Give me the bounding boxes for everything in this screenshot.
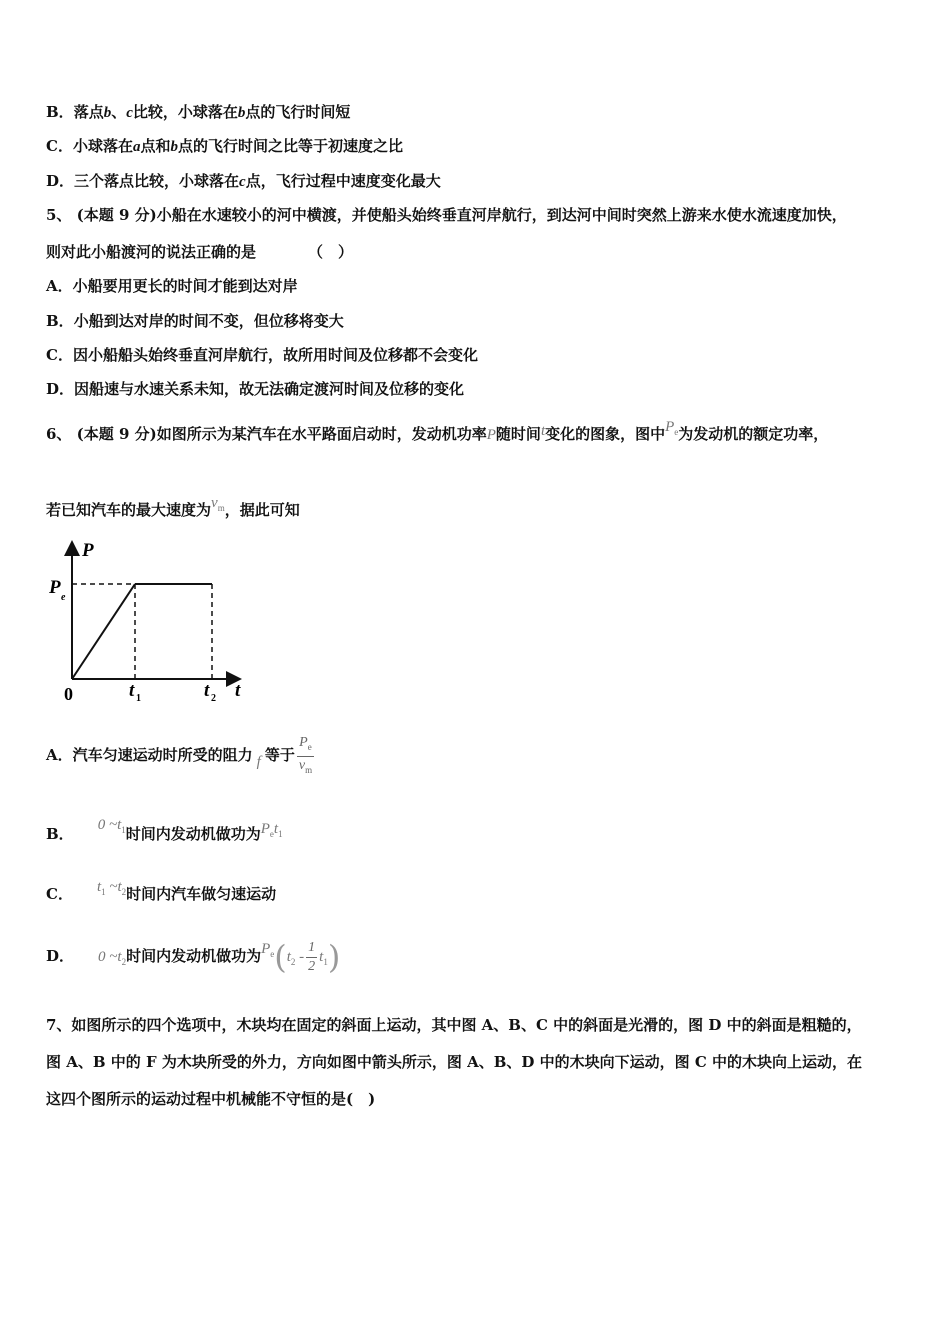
ramp-line	[72, 584, 135, 679]
pe-label-sub: e	[61, 592, 66, 603]
t2-label: t	[204, 680, 210, 701]
y-axis-label: P	[82, 540, 94, 561]
resistance-fraction: $\frac{P_e}{v_m}$	[298, 734, 313, 775]
q5-stem-line1: 5、 (本题 9 分)小船在水速较小的河中横渡，并使船头始终垂直河岸航行，到达河中间时突然上游来水使水流速度加快，	[46, 206, 847, 224]
t1-label: t	[129, 680, 135, 701]
q6-stem-line2: 若已知汽车的最大速度为$v_m$，据此可知	[46, 495, 300, 519]
q7-stem-line2: 图 A、B 中的 F 为木块所受的外力，方向如图中箭头所示，图 A、B、D 中的木块向下运动，图 C 中的木块向上运动，在	[46, 1053, 863, 1071]
q4-option-d: D．三个落点比较，小球落在c点，飞行过程中速度变化最大	[46, 172, 441, 190]
q5-option-d: D．因船速与水速关系未知，故无法确定渡河时间及位移的变化	[46, 380, 465, 398]
pe-label: P	[49, 577, 61, 598]
q7-stem-line3: 这四个图所示的运动过程中机械能不守恒的是( )	[46, 1090, 376, 1108]
q5-option-b: B．小船到达对岸的时间不变，但位移将变大	[46, 312, 344, 330]
q6-option-a: A．汽车匀速运动时所受的阻力 f 等于 $\frac{P_e}{v_m}$	[46, 733, 316, 778]
q6-stem-line1: 6、 (本题 9 分)如图所示为某汽车在水平路面启动时，发动机功率P随时间t变化的图象，图中$P_e$为发动机的额定功率，	[46, 419, 829, 443]
q6-option-b: B． 0 $\sim t_1$时间内发动机做功为$P_et_1$	[46, 817, 283, 843]
x-axis-label: t	[235, 680, 241, 701]
q7-stem-line1: 7、如图所示的四个选项中，木块均在固定的斜面上运动，其中图 A、B、C 中的斜面是光滑的，图 D 中的斜面是粗糙的，	[46, 1016, 862, 1034]
q4-option-b: B．落点b、c比较，小球落在b点的飞行时间短	[46, 103, 351, 121]
half-fraction: $\frac{1}{2}$	[308, 939, 316, 974]
q5-stem-line2: 则对此小船渡河的说法正确的是 （ ）	[46, 243, 354, 261]
q5-option-c: C．因小船船头始终垂直河岸航行，故所用时间及位移都不会变化	[46, 346, 478, 364]
origin-label: 0	[64, 684, 73, 704]
t1-label-sub: 1	[136, 693, 141, 704]
t2-label-sub: 2	[211, 693, 216, 704]
q6-option-d: D． 0 $\sim t_2$时间内发动机做功为$P_e(t_2$ - $\frac{1}{2}$ $t_1$)	[46, 938, 341, 976]
q6-option-c: C． $t_1$ $\sim t_2$时间内汽车做匀速运动	[46, 879, 277, 903]
q5-answer-blank: （ ）	[308, 243, 354, 261]
q4-option-c: C．小球落在a点和b点的飞行时间之比等于初速度之比	[46, 137, 403, 155]
power-time-graph	[46, 538, 256, 708]
q5-option-a: A．小船要用更长的时间才能到达对岸	[46, 277, 298, 295]
